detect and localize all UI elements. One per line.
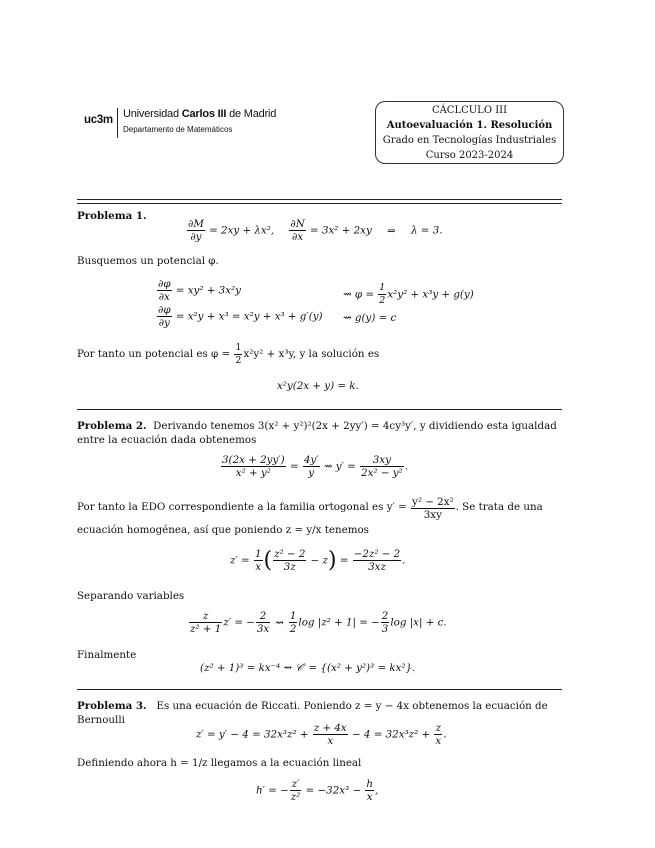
problem-1-title: Problema 1.	[77, 210, 147, 222]
problem-1-solution: x²y(2x + y) = k.	[277, 380, 359, 392]
header-rule-bottom	[77, 203, 562, 204]
separator-2	[77, 689, 562, 690]
logo-short: uc3m	[84, 114, 113, 126]
degree-name: Grado en Tecnologías Industriales	[382, 135, 557, 146]
problem-3-linear: h′ = − $\frac{z'}{\text{z²}}$ = −32x³ − $\frac{h}{x}$ ,	[256, 778, 379, 803]
problem-3-intro: Problema 3. Es una ecuación de Riccati. Poniendo z = y − 4x obtenemos la ecuación de	[77, 700, 548, 712]
problem-2-homogeneous: ecuación homogénea, así que poniendo z = y/x tenemos	[77, 524, 369, 536]
system-line-1: $\frac{\partial\varphi}{\partial x}$ = xy² + 3x²y	[158, 278, 241, 303]
system-result-2: ⇝ g(y) = c	[343, 312, 397, 324]
fraction-dN-dx: $\frac{\partial N}{\partial x}$	[290, 218, 305, 243]
fraction-dM-dy: $\frac{\partial M}{\partial y}$	[188, 218, 204, 243]
problem-2-separated: $\frac{z}{\text{z² + 1}}$ z′ = − $\frac{2}{3x}$ ⇝ $\frac{1}{2}$ log |z² + 1| = − $\frac{2}{3}$ log |x| + c.	[190, 610, 447, 635]
course-header-box	[375, 101, 564, 164]
problem-2-intro-2: entre la ecuación dada obtenemos	[77, 434, 257, 446]
problem-2-final-equation: (z² + 1)³ = kx⁻⁴ ⇝ 𝒞′ = {(x² + y²)³ = kx²}.	[200, 662, 416, 674]
header-rule-top	[77, 199, 562, 200]
problem-1-equation: $\frac{\partial M}{\partial y}$ = 2xy + λx², $\frac{\partial N}{\partial x}$ = 3x² + 2xy ⇒ λ = 3.	[188, 218, 443, 243]
problem-1-conclusion: Por tanto un potencial es φ = $\frac{1}{2}$ x²y² + x³y, y la solución es	[77, 342, 380, 366]
university-logo	[84, 108, 277, 134]
problem-2-finally: Finalmente	[77, 649, 137, 661]
problem-2-orthogonal: Por tanto la EDO correspondiente a la familia ortogonal es y′ = $\frac{\text{y² − 2x²}}{3xy}$ . Se trata de una	[77, 496, 543, 521]
problem-2-zprime: z′ = $\frac{1}{x}$ ( $\frac{\text{z² − 2}}{3z}$ − z) = $\frac{\text{−2z² − 2}}{3xz}$ .	[230, 548, 406, 573]
problem-2-intro: Problema 2. Derivando tenemos 3(x² + y²)²(2x + 2yy′) = 4cy³y′, y dividiendo esta igualdad	[77, 420, 557, 432]
problem-3-bernoulli: z′ = y′ − 4 = 32x³z² + $\frac{z + 4x}{x}$ − 4 = 32x³z² + $\frac{z}{x}$ .	[196, 722, 447, 747]
system-result-1: ⇝ φ = $\frac{1}{2}$ x²y² + x³y + g(y)	[343, 282, 474, 306]
system-line-2: $\frac{\partial\varphi}{\partial y}$ = x²y + x³ = x²y + x³ + g′(y)	[158, 304, 323, 329]
separator-1	[77, 409, 562, 410]
problem-2-division: $\frac{3(2x + 2yy')}{\text{x² + y²}}$ = $\frac{4y'}{y}$ ⇝ y′ = $\frac{3xy}{\text{2x² − y²}}$ .	[222, 454, 408, 479]
problem-3-intro-2: Bernoulli	[77, 714, 125, 726]
problem-2-separation: Separando variables	[77, 590, 185, 602]
problem-1-potential-text: Busquemos un potencial φ.	[77, 255, 219, 267]
university-name: Universidad Carlos III de Madrid	[123, 108, 277, 120]
document-title: Autoevaluación 1. Resolución	[386, 120, 553, 131]
logo-divider	[117, 108, 118, 138]
problem-3-definition: Definiendo ahora h = 1/z llegamos a la ecuación lineal	[77, 757, 362, 769]
department-name: Departamento de Matemáticos	[123, 125, 233, 134]
academic-year: Curso 2023-2024	[425, 150, 514, 161]
course-name: CÁCLCULO III	[431, 105, 508, 116]
